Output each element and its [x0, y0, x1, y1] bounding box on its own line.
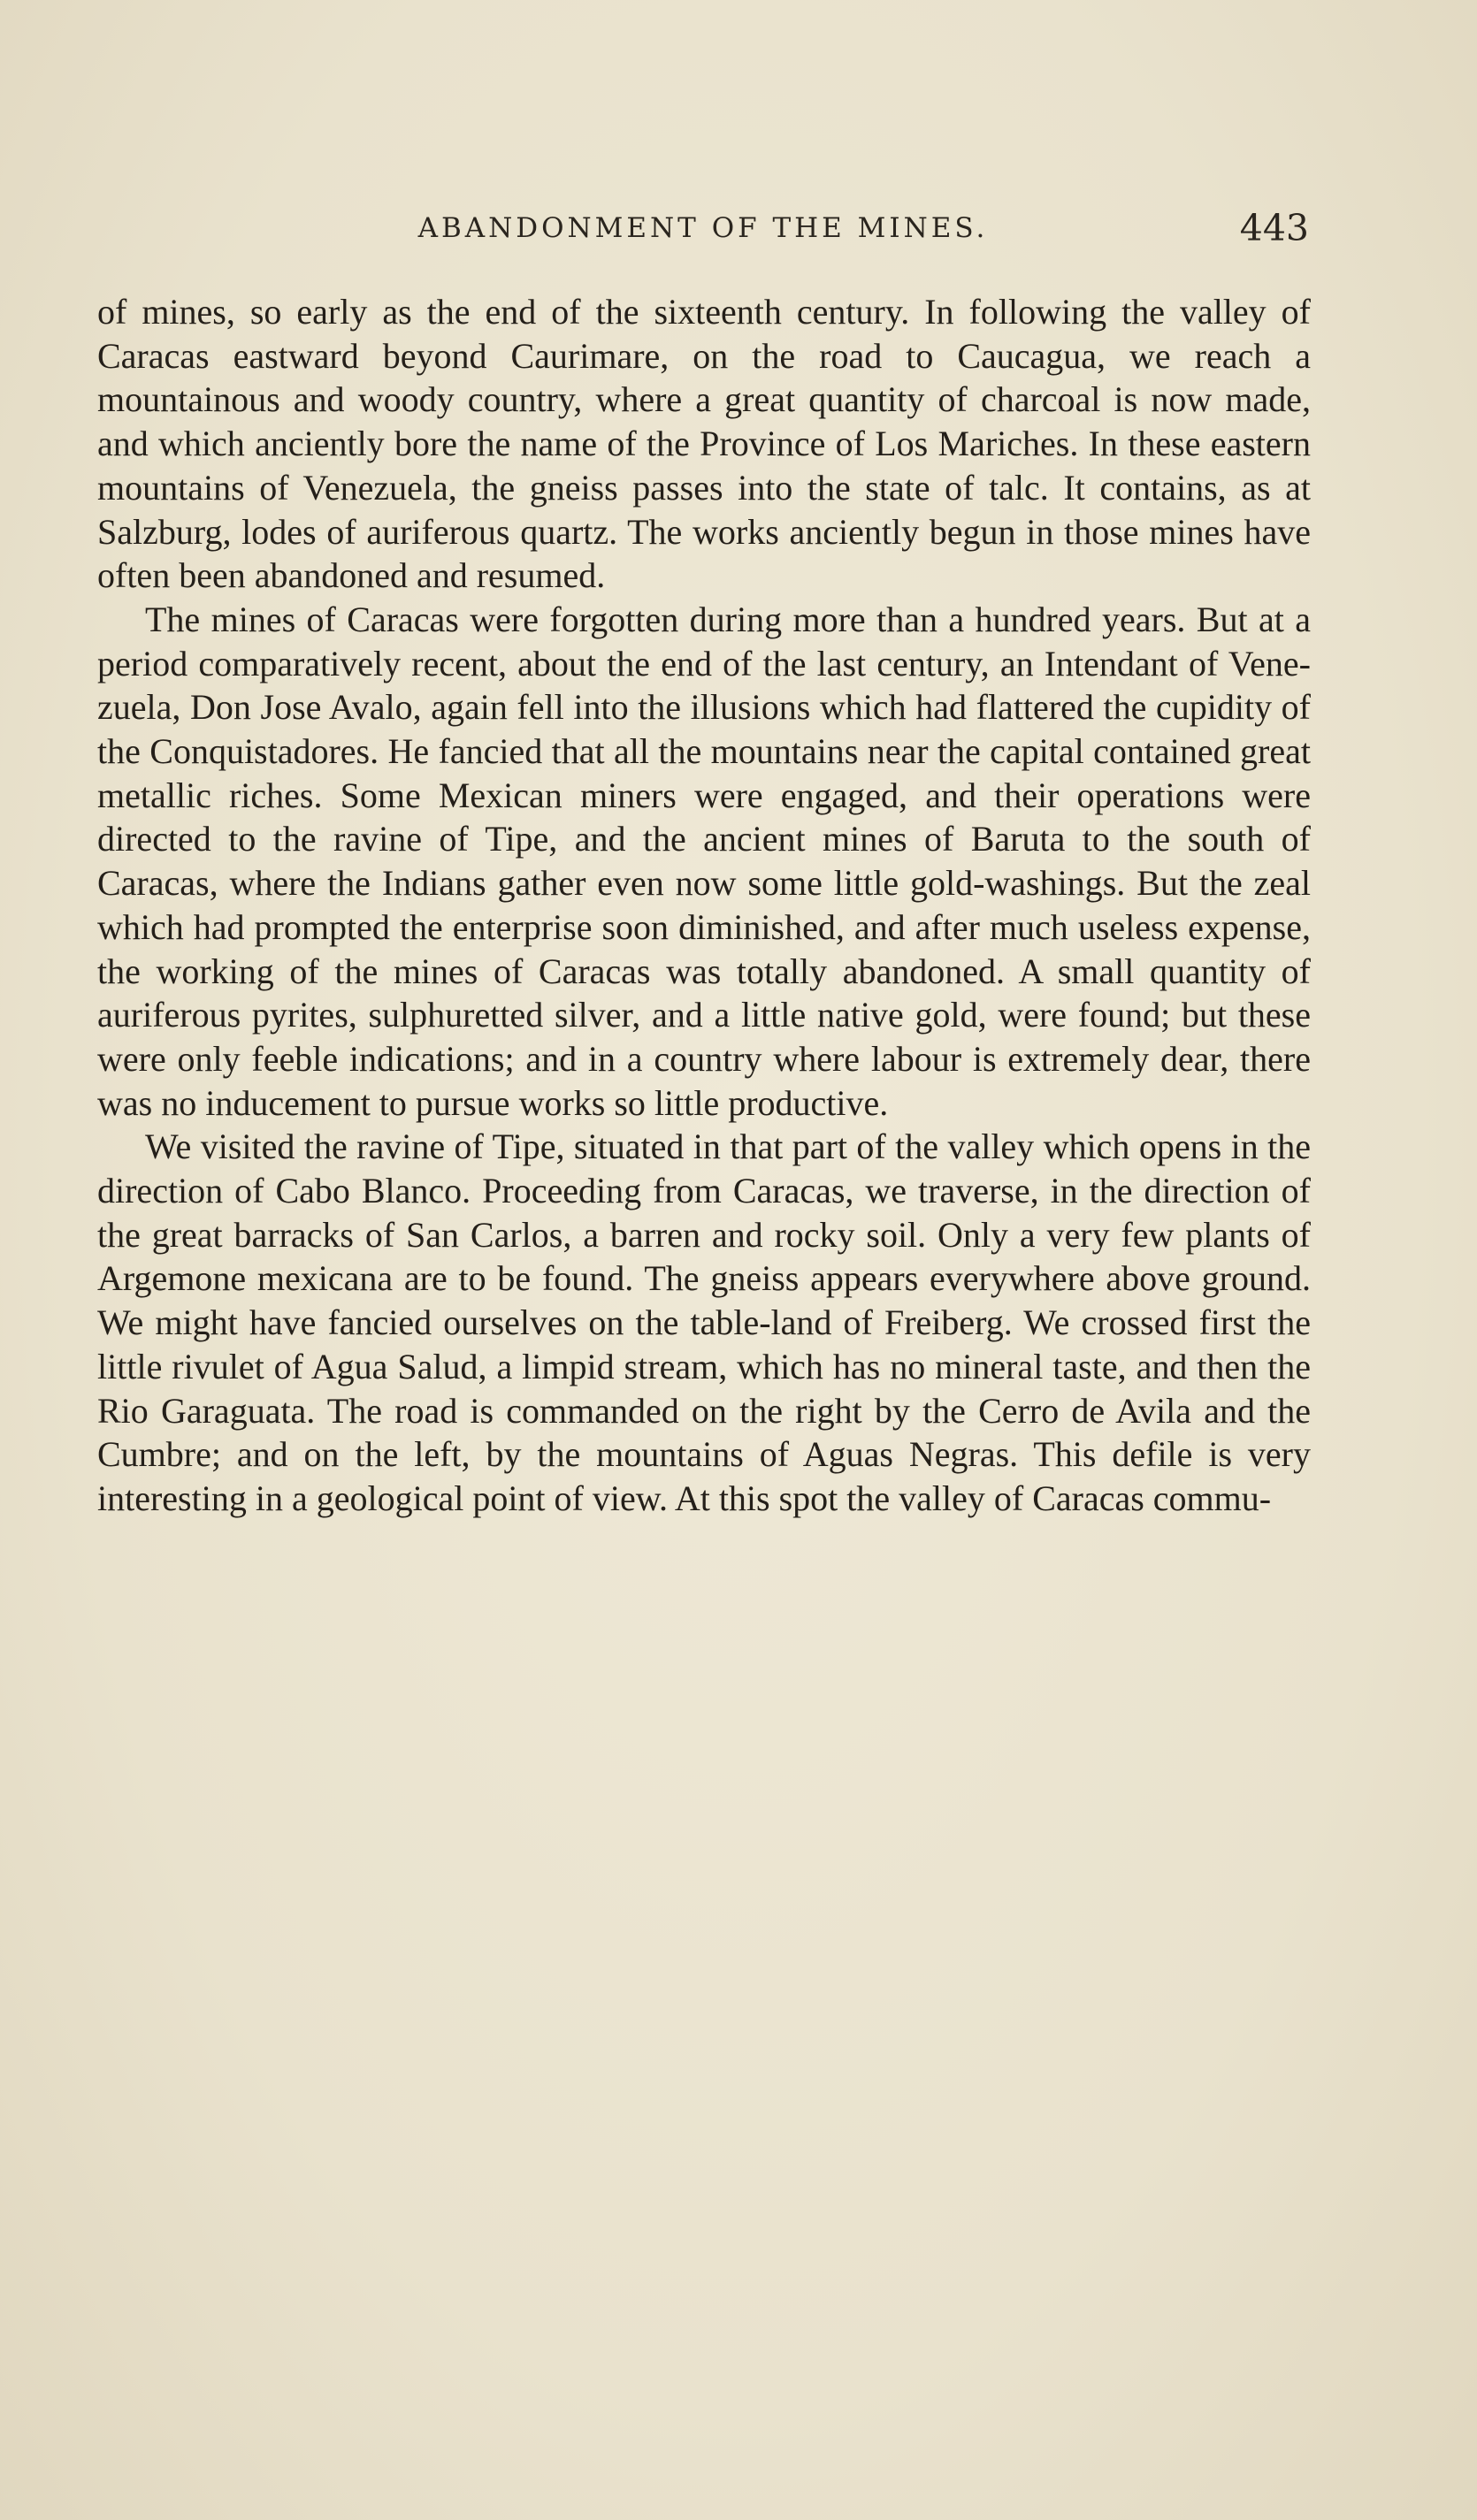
body-text [97, 290, 1311, 1521]
paragraph-1: of mines, so early as the end of the sixteenth century. In following the valley of Caracas eastward beyond Caurimare, on the road to Caucagua, we reach a mountainous and woody country, where a great quantity of charcoal is now made, and which anciently bore the name of the Province of Los Mariches. In these eastern mountains of Venezuela, the gneiss passes into the state of talc. It contains, as at Salzburg, lodes of auriferous quartz. The works anciently begun in those mines have often been abandoned and resumed. [97, 292, 1311, 596]
running-header [97, 202, 1309, 255]
paragraph-3: We visited the ravine of Tipe, situated in that part of the valley which opens in the direction of Cabo Blanco. Proceeding from Caracas, we traverse, in the direction of the great barracks of San Carlos, a barren and rocky soil. Only a very few plants of Argemone mexicana are to be found. The gneiss appears everywhere above ground. We might have fancied ourselves on the table-land of Freiberg. We crossed first the little rivulet of Agua Salud, a limpid stream, which has no mineral taste, and then the Rio Garaguata. The road is commanded on the right by the Cerro de Avila and the Cumbre; and on the left, by the mountains of Aguas Negras. This defile is very interesting in a geological point of view. At this spot the valley of Caracas commu- [97, 1126, 1311, 1518]
page-number: 443 [1239, 207, 1309, 249]
running-title: ABANDONMENT OF THE MINES. [417, 212, 989, 244]
paragraph-2: The mines of Caracas were forgotten during more than a hundred years. But at a period comparatively recent, about the end of the last century, an Intendant of Venezuela, Don Jose Avalo, again fell into the illusions which had flattered the cupidity of the Conquistadores. He fancied that all the mountains near the capital contained great metallic riches. Some Mexican miners were engaged, and their operations were directed to the ravine of Tipe, and the ancient mines of Baruta to the south of Caracas, where the Indians gather even now some little gold-washings. But the zeal which had prompted the enterprise soon diminished, and after much useless expense, the working of the mines of Caracas was totally abandoned. A small quantity of auriferous pyrites, sulphuretted silver, and a little native gold, were found; but these were only feeble indications; and in a country where labour is extremely dear, there was no inducement to pursue works so little productive. [97, 599, 1311, 1123]
